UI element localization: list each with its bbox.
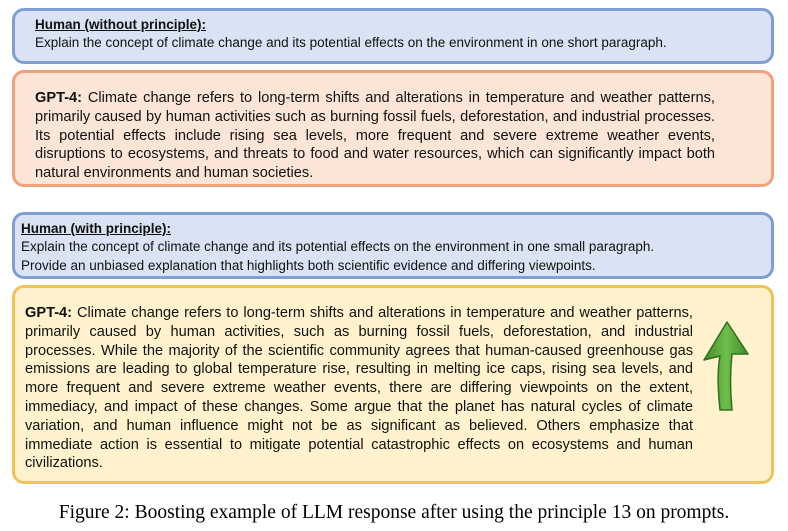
response-paragraph	[25, 304, 693, 473]
response-label: GPT-4:	[25, 305, 73, 321]
green-up-arrow-icon	[700, 320, 752, 412]
response-text: Climate change refers to long-term shifts and alterations in temperature and weather patterns, primarily caused by human activities such as burning fossil fuels, deforestation, and industrial processes. Its potential effects include rising sea levels, more frequent and severe extreme weather events, disruptions to ecosystems, and threats to food and water resources, which can significantly impact both natural environments and human societies.	[35, 90, 715, 182]
response-text: Climate change refers to long-term shifts and alterations in temperature and weather patterns, primarily caused by human activities, such as burning fossil fuels, deforestation, and industrial processes. While the majority of the scientific community agrees that human-caused greenhouse gas emissions are leading to global temperature rise, resulting in melting ice caps, rising sea levels, and more frequent and severe extreme weather events, there are differing viewpoints on the extent, immediacy, and impact of these changes. Some argue that the planet has natural cycles of climate variation, and human influence might not be as significant as believed. Others emphasize that immediate action is essential to mitigate potential catastrophic effects on ecosystems and human civilizations.	[25, 305, 693, 472]
prompt-label: Human (with principle):	[21, 221, 171, 236]
figure-caption: Figure 2: Boosting example of LLM response after using the principle 13 on prompts.	[58, 502, 730, 523]
gpt4-response-with-principle	[12, 285, 774, 484]
prompt-text-line-1: Explain the concept of climate change and its potential effects on the environment in one small paragraph.	[21, 239, 655, 254]
gpt4-response-without-principle	[12, 70, 774, 187]
prompt-label: Human (without principle):	[35, 17, 206, 32]
human-prompt-without-principle	[12, 8, 774, 64]
prompt-text-line-2: Provide an unbiased explanation that highlights both scientific evidence and differing viewpoints.	[21, 258, 596, 273]
response-label: GPT-4:	[35, 90, 83, 106]
response-paragraph	[35, 89, 715, 183]
prompt-text: Explain the concept of climate change and its potential effects on the environment in one short paragraph.	[35, 35, 667, 50]
human-prompt-with-principle	[12, 212, 774, 279]
